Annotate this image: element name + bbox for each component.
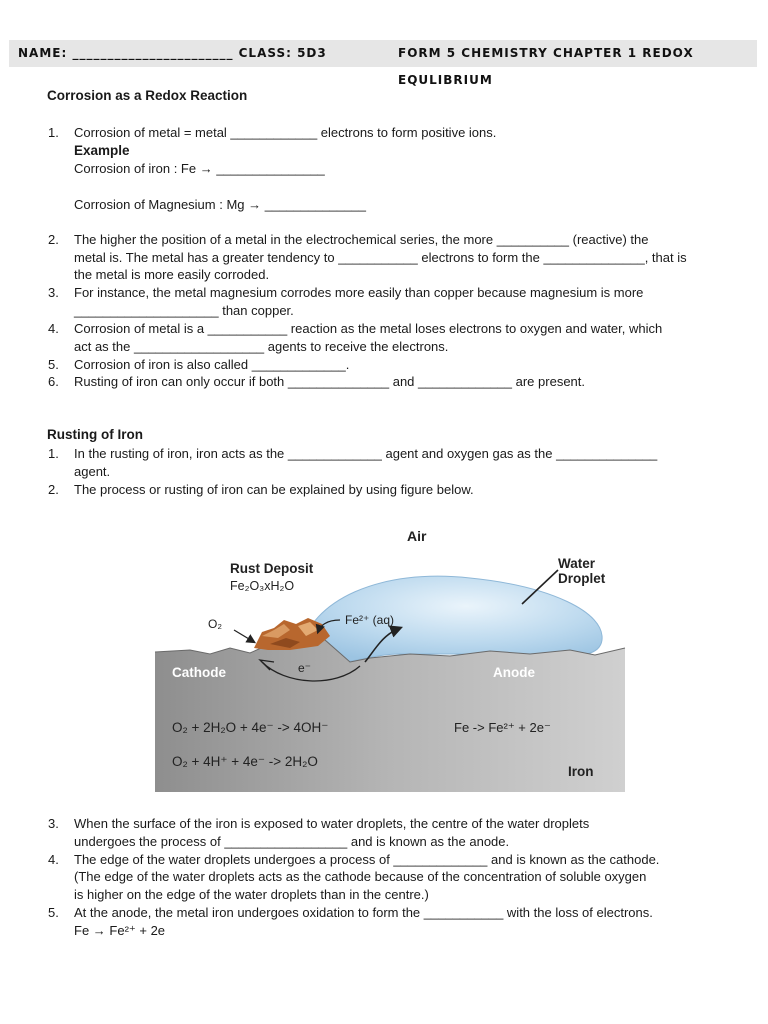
list-number: 1. bbox=[48, 446, 59, 461]
header-bar bbox=[9, 40, 757, 87]
section-heading-rusting: Rusting of Iron bbox=[47, 427, 143, 442]
cathode-equation-1: O₂ + 2H₂O + 4e⁻ -> 4OH⁻ bbox=[172, 720, 329, 735]
example-iron: Corrosion of iron : Fe → _______________ bbox=[74, 161, 325, 176]
iron-label: Iron bbox=[568, 764, 594, 779]
item-line: In the rusting of iron, iron acts as the _____________ agent and oxygen gas as the ______________ bbox=[74, 446, 658, 461]
rusting-diagram bbox=[150, 520, 630, 800]
item-line: Rusting of iron can only occur if both ______________ and _____________ are present. bbox=[74, 374, 585, 390]
item-text bbox=[74, 904, 734, 922]
item-text bbox=[74, 851, 734, 904]
cathode-equation-2: O₂ + 4H⁺ + 4e⁻ -> 2H₂O bbox=[172, 754, 318, 769]
electron-label: e⁻ bbox=[298, 661, 312, 675]
item-line: the metal is more easily corroded. bbox=[74, 267, 270, 283]
item-text bbox=[74, 231, 734, 284]
item-text bbox=[74, 815, 734, 850]
item-line: undergoes the process of _________________ and is known as the anode. bbox=[74, 833, 510, 849]
item-text bbox=[74, 320, 734, 355]
item-line: At the anode, the metal iron undergoes oxidation to form the ___________ with the loss of electrons. bbox=[74, 905, 653, 920]
list-number: 6. bbox=[48, 374, 59, 390]
fe2-aq-label: Fe²⁺ (aq) bbox=[345, 613, 395, 627]
worksheet-title: FORM 5 CHEMISTRY CHAPTER 1 REDOX EQULIBRIUM bbox=[398, 46, 694, 87]
list-number: 2. bbox=[48, 481, 59, 497]
item-text bbox=[74, 356, 734, 374]
anode-label: Anode bbox=[493, 665, 535, 680]
item-text bbox=[74, 445, 734, 480]
final-equation: Fe → Fe²⁺ + 2e bbox=[74, 923, 166, 938]
section-heading-corrosion: Corrosion as a Redox Reaction bbox=[47, 88, 248, 103]
cathode-label: Cathode bbox=[172, 665, 226, 680]
item-line: The process or rusting of iron can be explained by using figure below. bbox=[74, 481, 474, 497]
list-number: 4. bbox=[48, 851, 59, 867]
item-line: metal is. The metal has a greater tendency to ___________ electrons to form the ______________, that is bbox=[74, 249, 687, 265]
list-number: 4. bbox=[48, 321, 59, 336]
item-line: Corrosion of iron is also called _____________. bbox=[74, 356, 350, 372]
item-line: For instance, the metal magnesium corrodes more easily than copper because magnesium is more bbox=[74, 285, 644, 301]
item-line: Corrosion of metal is a ___________ reaction as the metal loses electrons to oxygen and water, which bbox=[74, 321, 663, 336]
item-text: Corrosion of metal = metal ____________ electrons to form positive ions. bbox=[74, 125, 497, 140]
water-label: Water bbox=[558, 556, 596, 571]
item-line: The edge of the water droplets undergoes a process of _____________ and is known as the cathode. bbox=[74, 851, 660, 867]
item-text bbox=[74, 481, 734, 499]
air-label: Air bbox=[407, 528, 427, 544]
item-line: The higher the position of a metal in the electrochemical series, the more __________ (reactive) the bbox=[74, 232, 649, 247]
list-number: 5. bbox=[48, 905, 59, 920]
rust-formula-label: Fe₂O₃xH₂O bbox=[230, 579, 295, 593]
item-line: When the surface of the iron is exposed to water droplets, the centre of the water droplets bbox=[74, 816, 590, 831]
rust-deposit-label: Rust Deposit bbox=[230, 561, 314, 576]
item-text bbox=[74, 373, 734, 391]
example-label: Example bbox=[74, 143, 130, 158]
example-magnesium: Corrosion of Magnesium : Mg → ______________ bbox=[74, 197, 366, 212]
rust-deposit-shape bbox=[254, 618, 330, 650]
item-line: (The edge of the water droplets acts as the cathode because of the concentration of soluble oxygen bbox=[74, 869, 647, 885]
list-number: 5. bbox=[48, 356, 59, 372]
oxygen-label: O₂ bbox=[208, 617, 222, 631]
droplet-label: Droplet bbox=[558, 571, 606, 586]
item-line: agent. bbox=[74, 463, 111, 479]
list-number: 2. bbox=[48, 232, 59, 247]
name-class-label: NAME: _______________________ CLASS: 5D3 bbox=[18, 46, 327, 60]
item-line: act as the __________________ agents to receive the electrons. bbox=[74, 338, 449, 354]
item-line: is higher on the edge of the water droplets than in the centre.) bbox=[74, 887, 429, 902]
item-text bbox=[74, 284, 734, 319]
list-number: 3. bbox=[48, 816, 59, 831]
anode-equation: Fe -> Fe²⁺ + 2e⁻ bbox=[454, 720, 551, 735]
item-line: ____________________ than copper. bbox=[74, 303, 294, 319]
list-number: 3. bbox=[48, 285, 59, 301]
